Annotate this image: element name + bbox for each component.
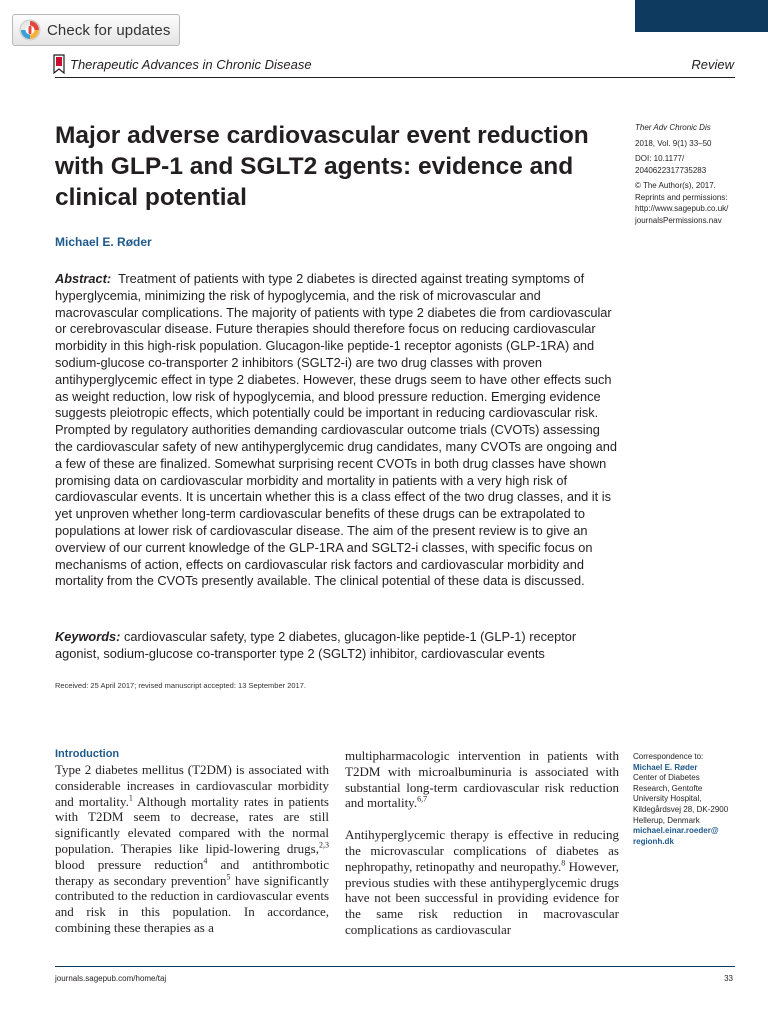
keywords-text: cardiovascular safety, type 2 diabetes, glucagon-like peptide-1 (GLP-1) receptor agonist, sodium-glucose co-transporter type 2 (SGLT2) inhibitor, cardiovascular events	[55, 629, 577, 661]
citation-ref[interactable]: 8	[561, 858, 566, 868]
text-run: multipharmacologic intervention in patients with T2DM with microalbuminuria is associated with substantial long-term cardiovascular risk reduction and mortality.	[345, 748, 619, 811]
correspondence-name: Michael E. Røder	[633, 762, 698, 772]
correspondence-block	[633, 752, 753, 847]
reprints-url[interactable]: http://www.sagepub.co.uk/	[635, 204, 729, 213]
intro-paragraph-3	[345, 827, 619, 938]
text-run: and antithrombotic therapy as secondary prevention	[55, 856, 329, 888]
bookmark-icon	[53, 54, 65, 79]
text-run: Although mortality rates in patients with T2DM seem to decrease, rates are still significantly elevated compared with the normal population. Therapies like lipid-lowering drugs,	[55, 793, 329, 856]
citation-ref[interactable]: 6,7	[417, 795, 428, 805]
article-metadata	[635, 122, 755, 226]
corner-color-block	[635, 0, 768, 32]
citation-ref[interactable]: 2,3	[319, 840, 329, 850]
check-for-updates-button[interactable]	[12, 14, 180, 46]
footer-divider	[55, 966, 735, 967]
doi-suffix[interactable]: 2040622317735283	[635, 165, 707, 175]
text-run: However, previous studies with these antihyperglycemic drugs have not been successful in providing evidence for the same risk reduction in macrovascular complications as cardiovascular	[345, 858, 619, 937]
crossmark-icon	[19, 19, 41, 41]
address-line: Research, Gentofte	[633, 783, 703, 793]
doi-label[interactable]: DOI: 10.1177/	[635, 154, 685, 163]
text-run: blood pressure reduction	[55, 856, 204, 872]
volume-info: 2018, Vol. 9(1) 33–50	[635, 138, 712, 148]
intro-paragraph-2	[345, 748, 619, 811]
citation-ref[interactable]: 4	[203, 856, 208, 866]
body-column-left	[55, 748, 329, 936]
abstract-label: Abstract:	[55, 271, 112, 286]
page-number: 33	[724, 974, 733, 983]
correspondence-email[interactable]: michael.einar.roeder@	[633, 826, 719, 836]
text-run: Type 2 diabetes mellitus (T2DM) is associated with considerable increases in cardiovascular morbidity and mortality.	[55, 762, 329, 809]
address-line: Hellerup, Denmark	[633, 815, 700, 825]
keywords	[55, 629, 620, 663]
abstract-text: Treatment of patients with type 2 diabetes is directed against treating symptoms of hyperglycemia, minimizing the risk of hypoglycemia, and the risk of microvascular and macrovascular complications. The majority of patients with type 2 diabetes die from cardiovascular or cerebrovascular disease. Future therapies should therefore focus on reducing cardiovascular morbidity in this high-risk population. Glucagon-like peptide-1 receptor agonists (GLP-1RA) and sodium-glucose co-transporter 2 inhibitors (SGLT2-i) are two drug classes with proven antihyperglycemic effect in type 2 diabetes. However, these drugs seem to have other effects such as weight reduction, low risk of hypoglycemia, and blood pressure reduction. Emerging evidence suggests pleiotropic effects, which potentially could be important in reducing cardiovascular risk. Prompted by regulatory authorities demanding cardiovascular outcome trials (CVOTs) assessing the cardiovascular safety of new antihyperglycemic drug candidates, many CVOTs are ongoing and a few of these are finalized. Somewhat surprising recent CVOTs in both drug classes have shown promising data on cardiovascular morbidity and mortality in patients with a very high risk of cardiovascular events. It is uncertain whether this is a class effect of the two drug classes, and it is yet unproven whether long-term cardiovascular benefits of these drugs can be extrapolated to populations at lower risk of cardiovascular disease. The aim of the present review is to give an overview of our current knowledge of the GLP-1RA and SGLT2-i classes, with specific focus on mechanisms of action, effects on cardiovascular risk factors and cardiovascular morbidity and mortality from the CVOTs presently available. The clinical potential of these data is discussed.	[55, 271, 617, 589]
correspondence-email-cont[interactable]: regionh.dk	[633, 836, 674, 846]
check-for-updates-label: Check for updates	[47, 21, 171, 39]
section-heading-introduction: Introduction	[55, 748, 120, 760]
header-divider	[55, 77, 735, 78]
body-column-right	[345, 748, 619, 938]
citation-ref[interactable]: 1	[128, 793, 133, 803]
abstract	[55, 271, 620, 590]
reprints-label: Reprints and permissions:	[635, 192, 728, 202]
author-name[interactable]: Michael E. Røder	[55, 235, 152, 249]
article-title: Major adverse cardiovascular event reduction with GLP-1 and SGLT2 agents: evidence and clinical potential	[55, 122, 589, 211]
intro-paragraph-1	[55, 762, 329, 936]
text-run: Antihyperglycemic therapy is effective in reducing the microvascular complications of diabetes as nephropathy, retinopathy and neuropathy.	[345, 827, 619, 874]
received-dates: Received: 25 April 2017; revised manuscript accepted: 13 September 2017.	[55, 681, 306, 690]
address-line: University Hospital,	[633, 794, 702, 804]
article-type: Review	[691, 57, 734, 72]
copyright: © The Author(s), 2017.	[635, 181, 716, 190]
text-run: have significantly contributed to the reduction in cardiovascular events and risk in this population. In accordance, combining these therapies as a	[55, 872, 330, 935]
reprints-url-cont[interactable]: journalsPermissions.nav	[635, 215, 722, 225]
citation-ref[interactable]: 5	[226, 872, 231, 882]
correspondence-label: Correspondence to:	[633, 752, 704, 761]
journal-abbrev: Ther Adv Chronic Dis	[635, 123, 711, 132]
footer-url[interactable]: journals.sagepub.com/home/taj	[55, 974, 167, 983]
keywords-label: Keywords:	[55, 629, 121, 644]
address-line: Kildegårdsvej 28, DK-2900	[633, 804, 729, 814]
journal-name: Therapeutic Advances in Chronic Disease	[70, 57, 312, 72]
address-line: Center of Diabetes	[633, 773, 700, 783]
